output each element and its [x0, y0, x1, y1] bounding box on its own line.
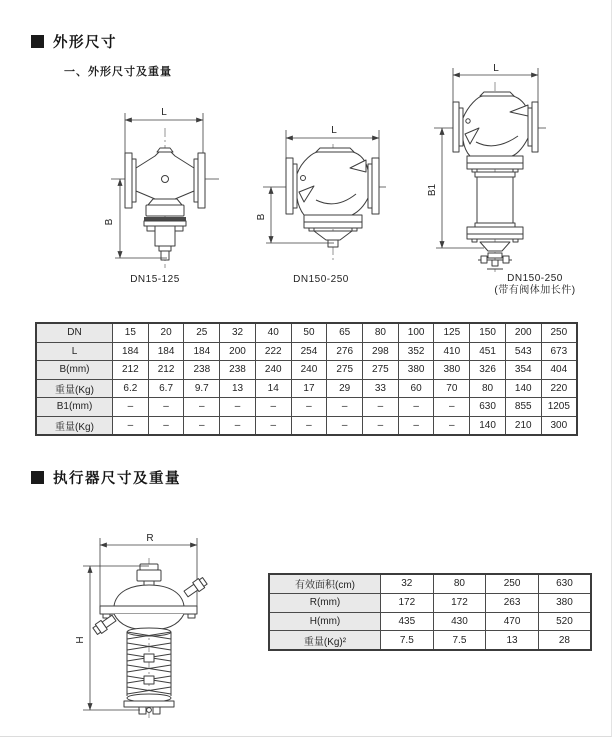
- air-connector-right: [183, 576, 208, 598]
- section-bullet-square: [31, 471, 44, 484]
- value-cell: 100: [398, 323, 434, 342]
- row-header-cell: B(mm): [36, 361, 113, 380]
- row-header-cell: B1(mm): [36, 398, 113, 417]
- value-cell: 6.7: [148, 379, 184, 398]
- value-cell: –: [184, 398, 220, 417]
- table-row: [269, 593, 591, 612]
- value-cell: 430: [433, 612, 486, 631]
- value-cell: 28: [538, 631, 591, 650]
- value-cell: –: [184, 416, 220, 435]
- value-cell: 254: [291, 342, 327, 361]
- value-cell: 20: [148, 323, 184, 342]
- caption-line1: DN150-250: [507, 273, 563, 284]
- value-cell: 240: [291, 361, 327, 380]
- section-header-actuator: [31, 467, 181, 488]
- value-cell: 222: [255, 342, 291, 361]
- dim-label-B1: B1: [427, 183, 438, 197]
- value-cell: 240: [255, 361, 291, 380]
- value-cell: –: [255, 416, 291, 435]
- valve-body: [286, 148, 379, 247]
- value-cell: 380: [398, 361, 434, 380]
- caption-valve-small: DN15-125: [130, 274, 180, 285]
- row-header-cell: 重量(Kg)²: [269, 631, 381, 650]
- value-cell: 80: [433, 574, 486, 593]
- value-cell: –: [148, 398, 184, 417]
- value-cell: 673: [541, 342, 577, 361]
- value-cell: 33: [363, 379, 399, 398]
- table-row: [36, 361, 577, 380]
- value-cell: 298: [363, 342, 399, 361]
- value-cell: 380: [538, 593, 591, 612]
- value-cell: 630: [538, 574, 591, 593]
- value-cell: 212: [148, 361, 184, 380]
- table-row: [36, 342, 577, 361]
- dim-label-L: L: [331, 125, 337, 136]
- value-cell: 1205: [541, 398, 577, 417]
- value-cell: 210: [505, 416, 541, 435]
- value-cell: 200: [220, 342, 256, 361]
- row-header-cell: 重量(Kg): [36, 416, 113, 435]
- section-title: 外形尺寸: [53, 35, 117, 51]
- value-cell: 300: [541, 416, 577, 435]
- value-cell: –: [434, 416, 470, 435]
- value-cell: 380: [434, 361, 470, 380]
- value-cell: –: [363, 398, 399, 417]
- value-cell: –: [220, 398, 256, 417]
- table-row: [36, 379, 577, 398]
- value-cell: –: [398, 416, 434, 435]
- row-header-cell: DN: [36, 323, 113, 342]
- section-bullet-square: [31, 35, 44, 48]
- valve-drawing-dn150-250: [258, 112, 418, 267]
- value-cell: –: [220, 416, 256, 435]
- value-cell: 238: [220, 361, 256, 380]
- caption-valve-extended: [455, 273, 612, 297]
- row-header-cell: L: [36, 342, 113, 361]
- valve-body: [125, 148, 205, 260]
- value-cell: 13: [220, 379, 256, 398]
- value-cell: 80: [363, 323, 399, 342]
- value-cell: –: [327, 416, 363, 435]
- value-cell: 32: [220, 323, 256, 342]
- value-cell: 263: [486, 593, 539, 612]
- spring: [124, 628, 174, 714]
- value-cell: 470: [486, 612, 539, 631]
- value-cell: 543: [505, 342, 541, 361]
- value-cell: 275: [327, 361, 363, 380]
- table-row: [36, 416, 577, 435]
- value-cell: 250: [486, 574, 539, 593]
- value-cell: 220: [541, 379, 577, 398]
- dim-label-R: R: [146, 533, 154, 544]
- value-cell: 172: [381, 593, 434, 612]
- value-cell: 15: [113, 323, 149, 342]
- table-row: [269, 612, 591, 631]
- value-cell: 352: [398, 342, 434, 361]
- value-cell: –: [291, 398, 327, 417]
- value-cell: 13: [486, 631, 539, 650]
- value-cell: 125: [434, 323, 470, 342]
- value-cell: 275: [363, 361, 399, 380]
- value-cell: 250: [541, 323, 577, 342]
- caption-valve-large: DN150-250: [293, 274, 349, 285]
- value-cell: 184: [113, 342, 149, 361]
- value-cell: 326: [470, 361, 506, 380]
- value-cell: 40: [255, 323, 291, 342]
- dim-label-L: L: [493, 63, 499, 74]
- value-cell: 184: [148, 342, 184, 361]
- value-cell: 29: [327, 379, 363, 398]
- value-cell: 451: [470, 342, 506, 361]
- table-row: [269, 574, 591, 593]
- table-row: [269, 631, 591, 650]
- value-cell: 32: [381, 574, 434, 593]
- value-cell: –: [434, 398, 470, 417]
- value-cell: 50: [291, 323, 327, 342]
- value-cell: 855: [505, 398, 541, 417]
- value-cell: 630: [470, 398, 506, 417]
- value-cell: 60: [398, 379, 434, 398]
- value-cell: –: [255, 398, 291, 417]
- dim-label-L: L: [161, 107, 167, 118]
- row-header-cell: H(mm): [269, 612, 381, 631]
- actuator-dimension-table: [268, 573, 592, 651]
- caption-line2: (带有阀体加长件): [494, 285, 576, 296]
- value-cell: 435: [381, 612, 434, 631]
- value-cell: 200: [505, 323, 541, 342]
- valve-body: [453, 92, 538, 269]
- value-cell: 6.2: [113, 379, 149, 398]
- value-cell: –: [148, 416, 184, 435]
- value-cell: 520: [538, 612, 591, 631]
- value-cell: 70: [434, 379, 470, 398]
- value-cell: 65: [327, 323, 363, 342]
- dim-label-H: H: [75, 636, 86, 644]
- value-cell: 140: [470, 416, 506, 435]
- value-cell: –: [363, 416, 399, 435]
- value-cell: 140: [505, 379, 541, 398]
- outline-subtitle: 一、外形尺寸及重量: [64, 66, 172, 78]
- value-cell: 7.5: [433, 631, 486, 650]
- value-cell: 276: [327, 342, 363, 361]
- value-cell: 80: [470, 379, 506, 398]
- actuator-body: [92, 564, 208, 636]
- table-row: [36, 323, 577, 342]
- value-cell: 238: [184, 361, 220, 380]
- dim-label-B: B: [256, 213, 267, 221]
- section-header-outline: [31, 31, 117, 52]
- section-title: 执行器尺寸及重量: [53, 471, 181, 487]
- row-header-cell: R(mm): [269, 593, 381, 612]
- valve-drawing-dn15-125: [85, 98, 245, 270]
- outline-dimension-table: [35, 322, 578, 436]
- value-cell: 14: [255, 379, 291, 398]
- dimension-L: [125, 107, 203, 154]
- value-cell: 212: [113, 361, 149, 380]
- value-cell: 404: [541, 361, 577, 380]
- valve-drawing-dn150-250-extended: [428, 62, 588, 274]
- value-cell: –: [113, 398, 149, 417]
- value-cell: 410: [434, 342, 470, 361]
- value-cell: –: [327, 398, 363, 417]
- value-cell: –: [398, 398, 434, 417]
- value-cell: 9.7: [184, 379, 220, 398]
- table-row: [36, 398, 577, 417]
- value-cell: 354: [505, 361, 541, 380]
- row-header-cell: 有效面积(cm): [269, 574, 381, 593]
- value-cell: 17: [291, 379, 327, 398]
- value-cell: 150: [470, 323, 506, 342]
- row-header-cell: 重量(Kg): [36, 379, 113, 398]
- value-cell: 25: [184, 323, 220, 342]
- value-cell: 184: [184, 342, 220, 361]
- value-cell: –: [291, 416, 327, 435]
- value-cell: 172: [433, 593, 486, 612]
- value-cell: 7.5: [381, 631, 434, 650]
- actuator-drawing: [62, 528, 242, 723]
- dim-label-B: B: [104, 218, 115, 226]
- value-cell: –: [113, 416, 149, 435]
